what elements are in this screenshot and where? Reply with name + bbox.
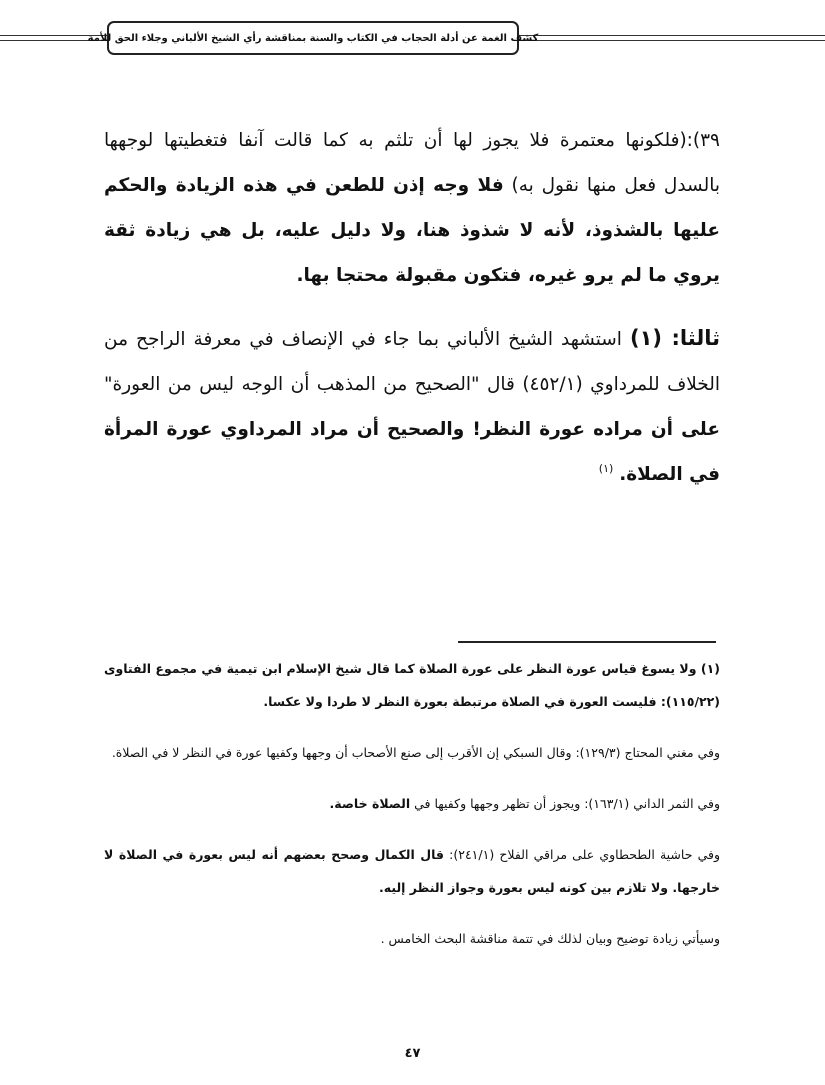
page-number: ٤٧ — [404, 1046, 421, 1061]
paragraph-2 — [104, 316, 720, 497]
footnote-tahtawi-bold: قال الكمال وصحح بعضهم أنه ليس بعورة في الصلاة لا خارجها. ولا تلازم بين كونه ليس بعورة وجواز النظر إليه. — [104, 847, 720, 895]
header-title: كشف الغمة عن أدلة الحجاب في الكتاب والسنة بمناقشة رأي الشيخ الألباني وجلاء الحق للأمة — [87, 32, 539, 44]
footnote-mughni: وفي مغني المحتاج (١٢٩/٣): وقال السبكي إن الأقرب إلى صنع الأصحاب أن وجهها وكفيها عورة في النظر لا في الصلاة. — [111, 745, 720, 760]
footnotes — [104, 652, 720, 955]
paragraph-2-lead: ثالثا: (١) — [629, 326, 720, 350]
main-text — [104, 118, 720, 497]
footnote-tahtawi-plain: وفي حاشية الطحطاوي على مراقي الفلاح (٢٤١/١): — [444, 847, 721, 862]
footnote-thamar — [104, 787, 720, 820]
footnote-separator — [458, 641, 716, 643]
footnote-tahtawi — [104, 838, 720, 904]
footnote-1: (١) ولا يسوغ قياس عورة النظر على عورة الصلاة كما قال شيخ الإسلام ابن تيمية في مجموع الفتاوى (١١٥/٢٢): فليست العورة في الصلاة مرتبطة بعورة النظر لا طردا ولا عكسا. — [104, 661, 720, 709]
running-header — [87, 21, 539, 55]
footnote-reference[interactable]: (١) — [598, 462, 614, 475]
footnote-thamar-bold: الصلاة خاصة. — [329, 796, 411, 811]
paragraph-1-bold: فلا وجه إذن للطعن في هذه الزيادة والحكم عليها بالشذوذ، لأنه لا شذوذ هنا، ولا دليل عليه، بل هي زيادة ثقة يروي ما لم يرو غيره، فتكون مقبولة محتجا بها. — [104, 175, 720, 286]
footnote-closing: وسيأتي زيادة توضيح وبيان لذلك في تتمة مناقشة البحث الخامس . — [380, 931, 720, 946]
footnote-thamar-plain: وفي الثمر الداني (١٦٣/١): ويجوز أن تظهر وجهها وكفيها في — [410, 796, 720, 811]
paragraph-2-plain: استشهد الشيخ الألباني بما جاء في الإنصاف في معرفة الراجح من الخلاف للمرداوي (٤٥٢/١) قال "الصحيح من المذهب أن الوجه ليس من العورة" — [104, 329, 721, 395]
paragraph-2-bold: على أن مراده عورة النظر! والصحيح أن مراد المرداوي عورة المرأة في الصلاة. — [104, 419, 720, 485]
paragraph-1-plain: ٣٩):(فلكونها معتمرة فلا يجوز لها أن تلثم به كما قالت آنفا فتغطيتها لوجهها بالسدل فعل منها نقول به) — [104, 130, 720, 196]
paragraph-1 — [104, 118, 720, 298]
